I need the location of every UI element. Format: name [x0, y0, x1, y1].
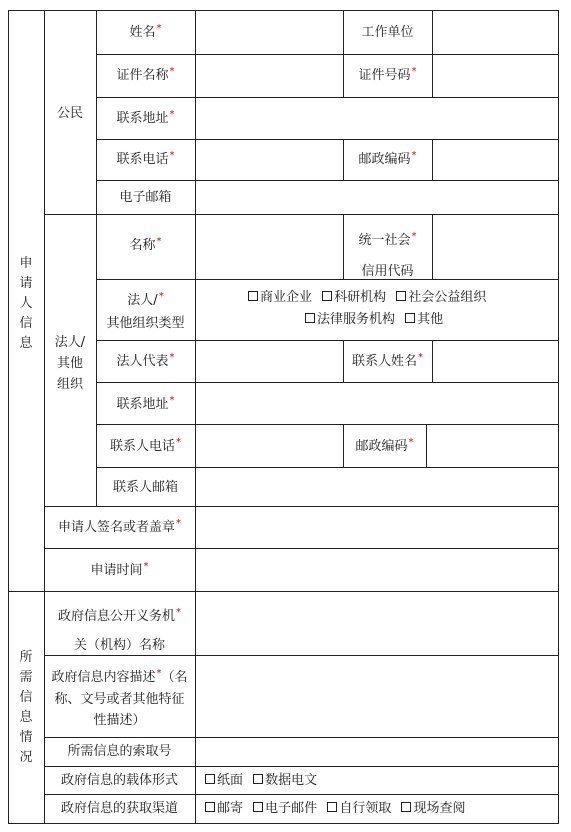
org-type-label: 法人/* 其他组织类型	[106, 291, 185, 331]
checkbox-self-pickup[interactable]: 自行领取	[327, 801, 391, 816]
org-contact-name-label: 联系人姓名*	[351, 352, 423, 369]
org-legal-rep-label: 法人代表*	[116, 352, 175, 369]
checkbox-onsite-review[interactable]: 现场查阅	[401, 801, 465, 816]
apply-time-field[interactable]	[196, 549, 558, 591]
citizen-id-number-label: 证件号码*	[358, 66, 417, 83]
channel-label: 政府信息的获取渠道	[60, 801, 178, 816]
citizen-email-label: 电子邮箱	[119, 190, 172, 205]
org-name-label: 名称*	[129, 236, 162, 253]
org-postcode-field[interactable]	[427, 425, 558, 467]
org-credit-code-label: 统一社会* 信用代码	[358, 231, 417, 279]
citizen-work-unit-field[interactable]	[433, 11, 558, 54]
org-credit-code-field[interactable]	[433, 215, 558, 279]
checkbox-electronic-data[interactable]: 数据电文	[253, 773, 317, 788]
citizen-work-unit-label: 工作单位	[361, 25, 414, 40]
org-contact-email-label: 联系人邮箱	[112, 480, 178, 495]
apply-time-label: 申请时间*	[90, 561, 149, 578]
carrier-form-label: 政府信息的载体形式	[60, 773, 178, 788]
org-contact-name-field[interactable]	[433, 341, 558, 382]
citizen-phone-label: 联系电话*	[116, 150, 175, 167]
org-name-field[interactable]	[196, 215, 343, 279]
citizen-id-type-field[interactable]	[196, 55, 343, 97]
section-applicant-info: 申请人信息	[19, 256, 33, 351]
org-legal-rep-field[interactable]	[196, 341, 343, 382]
checkbox-research[interactable]: 科研机构	[322, 290, 386, 305]
checkbox-email[interactable]: 电子邮件	[253, 801, 317, 816]
org-contact-email-field[interactable]	[196, 468, 558, 506]
agency-name-label: 政府信息公开义务机* 关（机构）名称	[57, 607, 181, 653]
agency-name-field[interactable]	[196, 592, 558, 655]
citizen-postcode-field[interactable]	[433, 140, 558, 180]
org-type-options-row2	[305, 311, 449, 328]
org-address-field[interactable]	[196, 383, 558, 424]
checkbox-public-welfare[interactable]: 社会公益组织	[396, 290, 486, 305]
citizen-address-field[interactable]	[196, 98, 558, 139]
org-contact-phone-label: 联系人电话*	[109, 437, 181, 454]
citizen-address-label: 联系地址*	[116, 109, 175, 126]
checkbox-other[interactable]: 其他	[405, 312, 443, 327]
signature-label: 申请人签名或者盖章*	[57, 518, 181, 535]
org-group-label: 法人/ 其他 组织	[54, 335, 86, 392]
citizen-postcode-label: 邮政编码*	[358, 150, 417, 167]
info-description-label: 政府信息内容描述*（名 称、文号或者其他特征 性描述）	[51, 668, 188, 728]
citizen-phone-field[interactable]	[196, 140, 343, 180]
index-number-label: 所需信息的索取号	[67, 744, 172, 759]
checkbox-commercial[interactable]: 商业企业	[248, 290, 312, 305]
signature-field[interactable]	[196, 507, 558, 548]
section-required-info: 所需信息情况	[19, 650, 33, 765]
citizen-id-number-field[interactable]	[433, 55, 558, 97]
org-type-options-row1	[248, 289, 492, 306]
channel-options	[205, 800, 471, 817]
checkbox-paper[interactable]: 纸面	[205, 773, 243, 788]
org-contact-phone-field[interactable]	[196, 425, 343, 467]
citizen-email-field[interactable]	[196, 181, 558, 214]
index-number-field[interactable]	[196, 738, 558, 766]
org-address-label: 联系地址*	[116, 395, 175, 412]
citizen-name-field[interactable]	[196, 11, 343, 54]
citizen-id-type-label: 证件名称*	[116, 66, 175, 83]
info-description-field[interactable]	[196, 656, 558, 737]
org-postcode-label: 邮政编码*	[355, 437, 414, 454]
citizen-name-label: 姓名*	[129, 23, 162, 40]
carrier-options	[205, 772, 323, 789]
citizen-group-label: 公民	[56, 106, 83, 121]
checkbox-legal-service[interactable]: 法律服务机构	[305, 312, 395, 327]
checkbox-mail[interactable]: 邮寄	[205, 801, 243, 816]
